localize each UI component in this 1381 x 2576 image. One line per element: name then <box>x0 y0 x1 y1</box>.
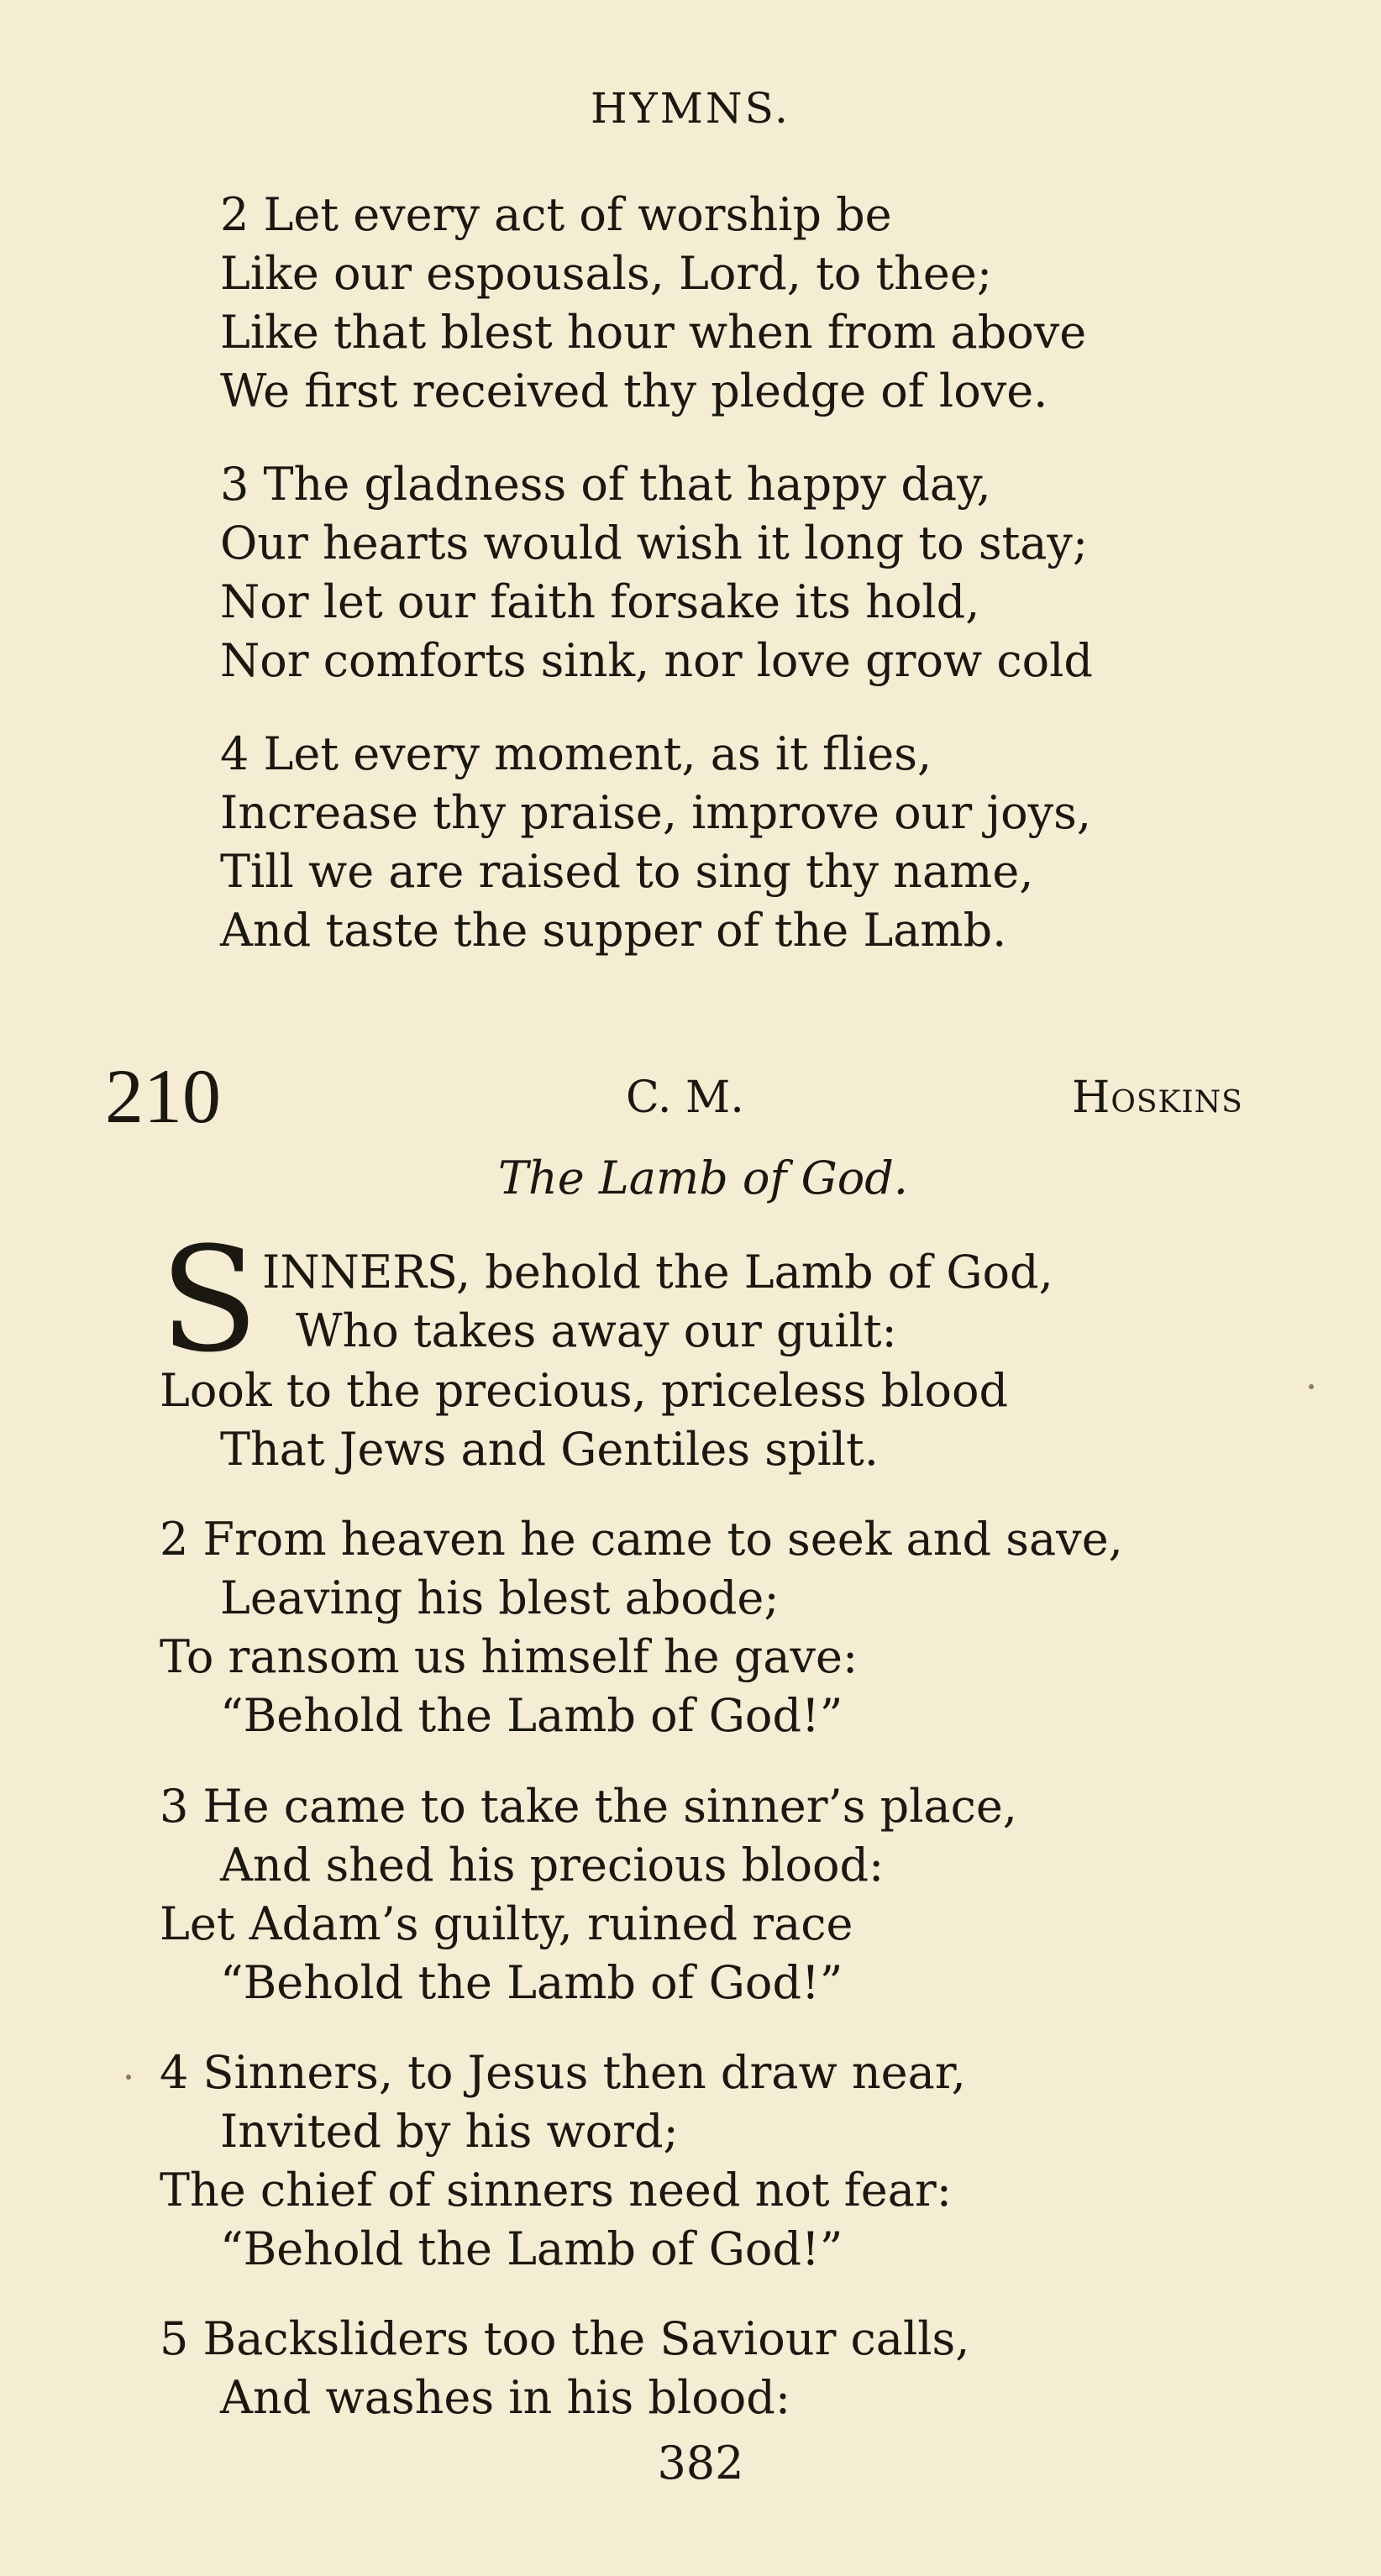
verse-line: “Behold the Lamb of God!” <box>220 1956 843 2009</box>
verse-line: 5 Backsliders too the Saviour calls, <box>160 2312 970 2365</box>
verse-line: Like that blest hour when from above <box>220 306 1087 359</box>
print-speck <box>1309 1384 1314 1389</box>
verse-line: Let Adam’s guilty, ruined race <box>160 1897 853 1950</box>
verse-line: Nor comforts sink, nor love grow cold <box>220 634 1093 687</box>
running-head: HYMNS. <box>591 84 790 133</box>
verse-line: Leaving his blest abode; <box>220 1571 780 1624</box>
verse-line: 2 From heaven he came to seek and save, <box>160 1513 1123 1566</box>
hymn-number: 210 <box>105 1053 221 1139</box>
verse-line: And washes in his blood: <box>220 2371 791 2424</box>
page-number: 382 <box>657 2437 744 2489</box>
verse-line: 2 Let every act of worship be <box>220 188 892 241</box>
verse-line: That Jews and Gentiles spilt. <box>220 1423 879 1476</box>
hymn-meter: C. M. <box>626 1073 744 1123</box>
verse-line: Who takes away our guilt: <box>296 1304 897 1357</box>
verse-line: The chief of sinners need not fear: <box>160 2164 952 2217</box>
verse-line: Increase thy praise, improve our joys, <box>220 786 1092 839</box>
print-speck <box>126 2075 131 2080</box>
verse-line: INNERS, behold the Lamb of God, <box>262 1246 1053 1298</box>
verse-line: Till we are raised to sing thy name, <box>220 845 1034 898</box>
verse-line: 4 Let every moment, as it flies, <box>220 727 932 780</box>
verse-line: “Behold the Lamb of God!” <box>220 2222 843 2275</box>
verse-line: And taste the supper of the Lamb. <box>220 904 1007 957</box>
hymn-tune: Hoskins <box>1072 1073 1243 1123</box>
verse-line: 3 He came to take the sinner’s place, <box>160 1780 1017 1833</box>
verse-line: “Behold the Lamb of God!” <box>220 1689 843 1742</box>
verse-line: To ransom us himself he gave: <box>160 1630 859 1683</box>
drop-cap: S <box>160 1215 259 1384</box>
verse-line: We first received thy pledge of love. <box>220 365 1048 417</box>
verse-line: 4 Sinners, to Jesus then draw near, <box>160 2046 966 2099</box>
verse-line: Nor let our faith forsake its hold, <box>220 575 980 628</box>
verse-line: And shed his precious blood: <box>220 1839 885 1891</box>
verse-line: 3 The gladness of that happy day, <box>220 458 991 511</box>
hymn-title: The Lamb of God. <box>498 1152 908 1204</box>
verse-line: Like our espousals, Lord, to thee; <box>220 247 993 300</box>
verse-line: Look to the precious, priceless blood <box>160 1364 1009 1417</box>
verse-line: Invited by his word; <box>220 2105 679 2158</box>
verse-line: Our hearts would wish it long to stay; <box>220 517 1089 569</box>
